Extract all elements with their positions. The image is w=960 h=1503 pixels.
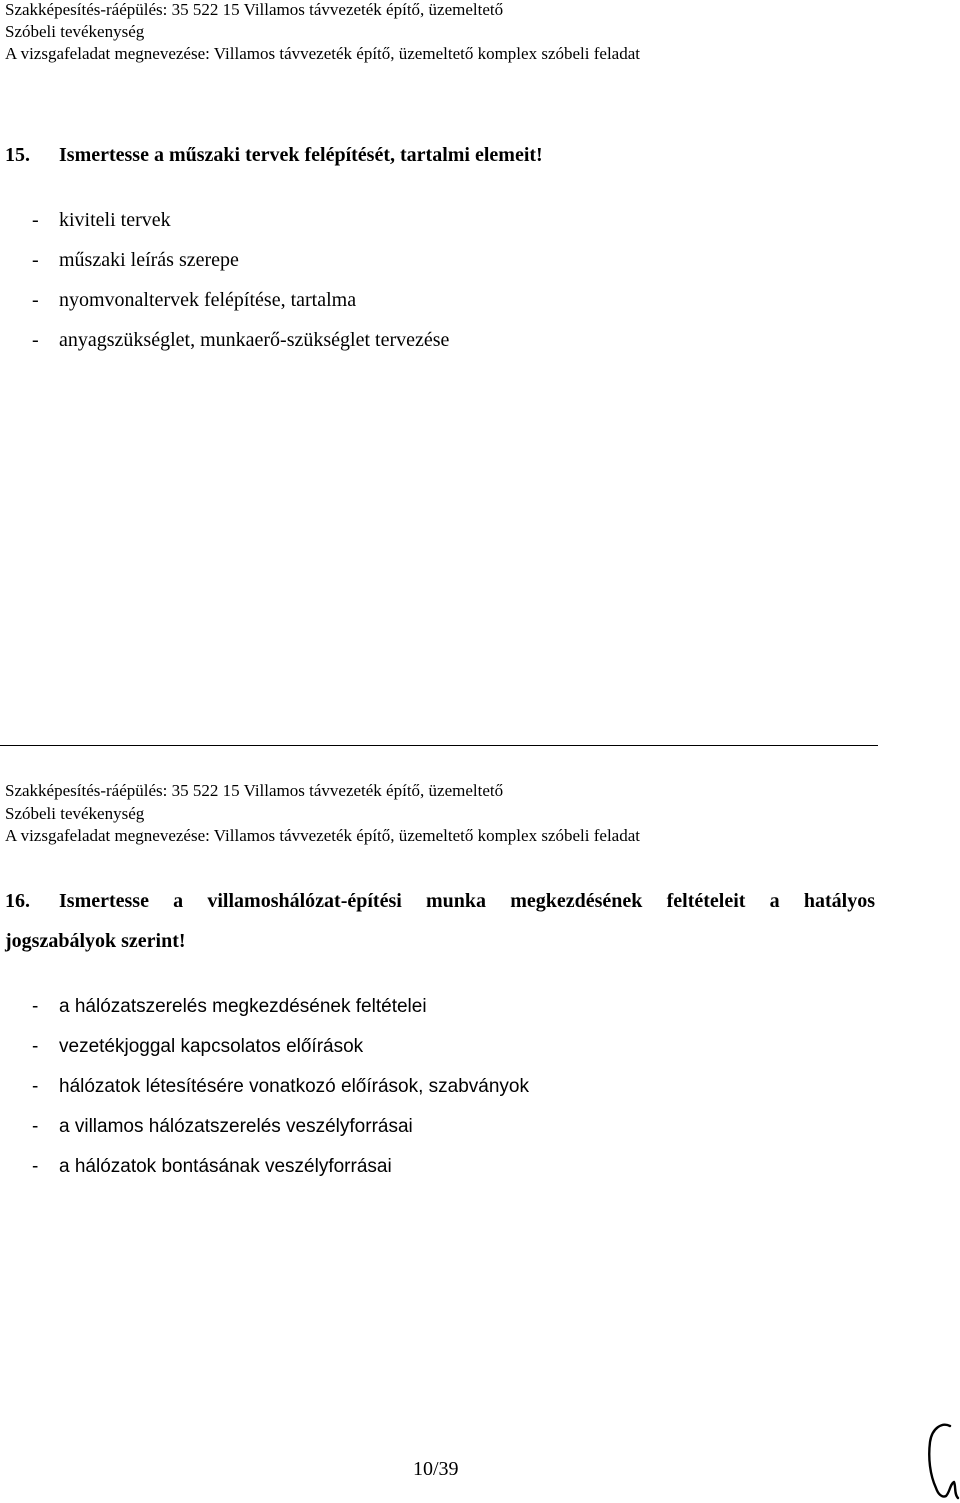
- signature-icon: [920, 1420, 960, 1503]
- question-16-title-line2: jogszabályok szerint!: [5, 930, 186, 952]
- page-separator-line: [0, 745, 878, 746]
- header-task-name: A vizsgafeladat megnevezése: Villamos távvezeték építő, üzemeltető komplex szóbeli feladat: [5, 44, 640, 63]
- list-item: [32, 995, 427, 1019]
- bullet-dash: -: [32, 289, 39, 311]
- bullet-dash: -: [32, 1036, 39, 1057]
- list-item-text: a hálózatok bontásának veszélyforrásai: [59, 1156, 392, 1177]
- bullet-dash: -: [32, 209, 39, 231]
- list-item-text: a hálózatszerelés megkezdésének feltételei: [59, 996, 427, 1017]
- header-qualification: Szakképesítés-ráépülés: 35 522 15 Villamos távvezeték építő, üzemeltető: [5, 0, 504, 19]
- page-number: 10/39: [413, 1458, 459, 1480]
- list-item: [32, 1115, 413, 1139]
- header-task-name: A vizsgafeladat megnevezése: Villamos távvezeték építő, üzemeltető komplex szóbeli feladat: [5, 826, 640, 845]
- list-item: [32, 208, 171, 232]
- list-item-text: hálózatok létesítésére vonatkozó előírások, szabványok: [59, 1076, 529, 1097]
- question-16-number: 16.: [5, 890, 30, 912]
- list-item: [32, 1075, 529, 1099]
- bullet-dash: -: [32, 329, 39, 351]
- list-item: [32, 1035, 363, 1059]
- list-item: [32, 288, 356, 312]
- list-item-text: kiviteli tervek: [59, 209, 171, 231]
- question-15-title: Ismertesse a műszaki tervek felépítését, tartalmi elemeit!: [59, 144, 543, 166]
- list-item-text: a villamos hálózatszerelés veszélyforrásai: [59, 1116, 413, 1137]
- question-15-number: 15.: [5, 144, 30, 166]
- list-item: [32, 328, 449, 352]
- header-activity: Szóbeli tevékenység: [5, 804, 145, 823]
- bullet-dash: -: [32, 249, 39, 271]
- list-item-text: műszaki leírás szerepe: [59, 249, 239, 271]
- list-item: [32, 248, 239, 272]
- bullet-dash: -: [32, 1156, 39, 1177]
- header-activity: Szóbeli tevékenység: [5, 22, 145, 41]
- header-qualification: Szakképesítés-ráépülés: 35 522 15 Villamos távvezeték építő, üzemeltető: [5, 781, 504, 800]
- list-item: [32, 1155, 392, 1179]
- list-item-text: anyagszükséglet, munkaerő-szükséglet tervezése: [59, 329, 450, 351]
- question-16-title-line1: Ismertesse a villamoshálózat-építési munka megkezdésének feltételeit a hatályos: [59, 890, 875, 912]
- list-item-text: nyomvonaltervek felépítése, tartalma: [59, 289, 357, 311]
- list-item-text: vezetékjoggal kapcsolatos előírások: [59, 1036, 364, 1057]
- bullet-dash: -: [32, 1116, 39, 1137]
- bullet-dash: -: [32, 996, 39, 1017]
- bullet-dash: -: [32, 1076, 39, 1097]
